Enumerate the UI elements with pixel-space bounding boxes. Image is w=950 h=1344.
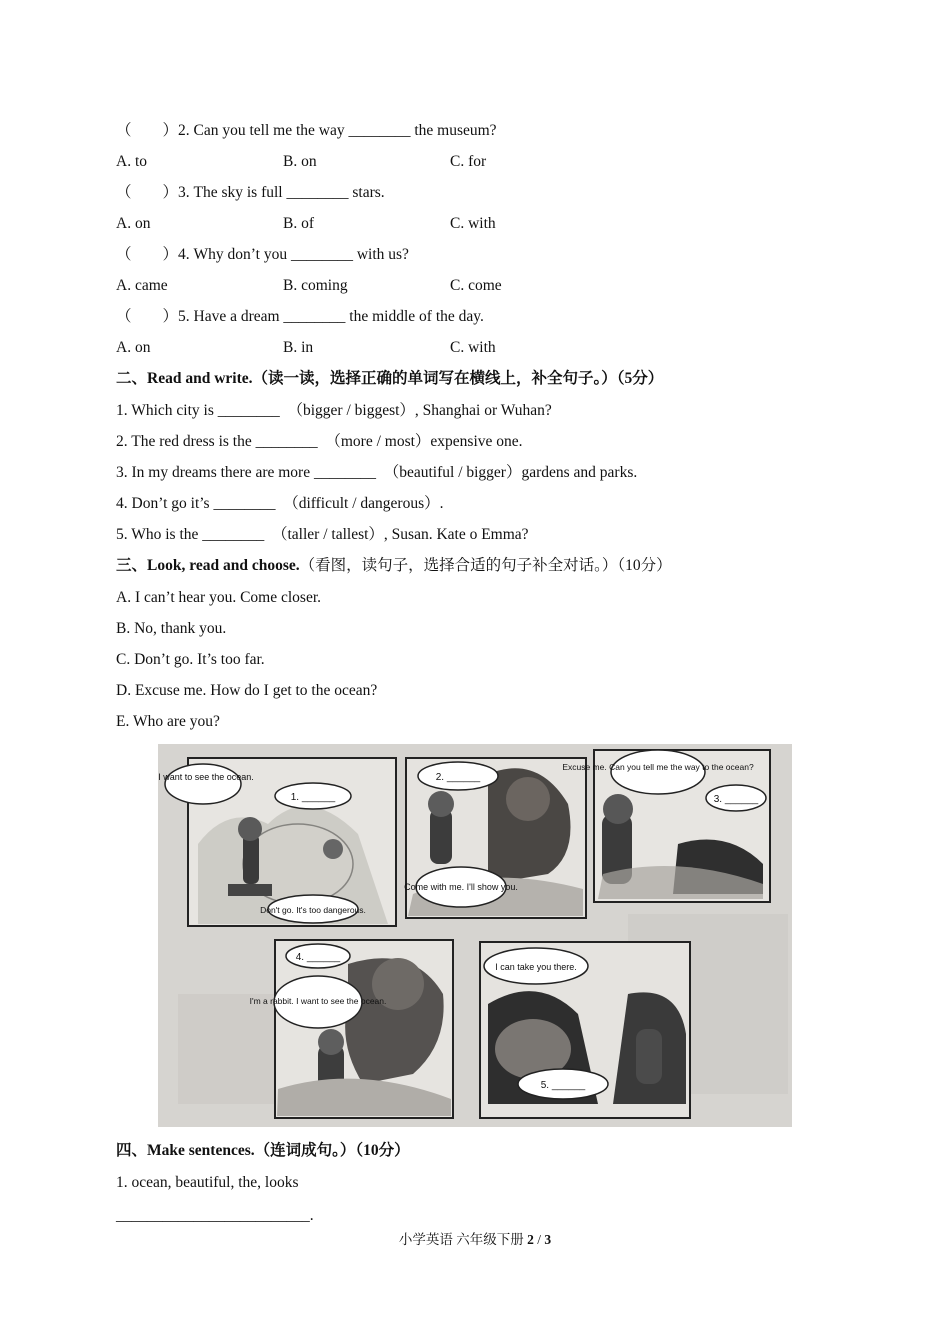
question-4-options — [116, 276, 716, 296]
section-number: 二、 — [116, 370, 148, 387]
section-title: Read and write. — [147, 370, 253, 387]
option-c: C. with — [450, 215, 496, 232]
comic-panel-1 — [158, 758, 396, 926]
panel-3-blank: 3. ______ — [713, 794, 759, 805]
panel-5-blank: 5. ______ — [540, 1080, 586, 1091]
panel-5-bubble: I can take you there. — [495, 962, 577, 972]
panel-4-bubble: I'm a rabbit. I want to see the ocean. — [249, 996, 387, 1006]
section-4-answer-line: _________________________. — [116, 1207, 314, 1224]
section-4-heading — [116, 1141, 410, 1161]
question-2-options — [116, 152, 716, 172]
section-number: 三、 — [116, 557, 148, 574]
comic-panel-4 — [250, 940, 453, 1118]
panel-4-blank: 4. ______ — [295, 952, 341, 963]
panel-2-blank: 2. ______ — [435, 772, 481, 783]
footer-total: 3 — [544, 1232, 552, 1247]
section-title: Look, read and choose. — [147, 557, 300, 574]
section-2-heading — [116, 369, 663, 389]
option-a: A. on — [116, 339, 151, 356]
section-title: Make sentences. — [147, 1142, 255, 1159]
option-a: A. came — [116, 277, 168, 294]
question-3-stem: （ ）3. The sky is full ________ stars. — [116, 184, 385, 201]
option-b: B. coming — [283, 277, 348, 294]
question-4-stem: （ ）4. Why don’t you ________ with us? — [116, 246, 409, 263]
page-footer — [0, 1228, 950, 1248]
footer-text: 小学英语 六年级下册 — [398, 1232, 528, 1247]
question-5-stem: （ ）5. Have a dream ________ the middle of the day. — [116, 308, 484, 325]
section-instruction: （看图，读句子，选择合适的句子补全对话。）（10分） — [299, 557, 672, 574]
option-b: B. of — [283, 215, 314, 232]
section-3-option-a: A. I can’t hear you. Come closer. — [116, 589, 322, 606]
option-c: C. for — [450, 153, 487, 170]
option-c: C. come — [450, 277, 502, 294]
section-3-option-c: C. Don’t go. It’s too far. — [116, 651, 265, 668]
comic-illustration — [158, 744, 792, 1127]
comic-panel-5 — [480, 942, 690, 1118]
option-a: A. on — [116, 215, 151, 232]
panel-1-bubble: I want to see the ocean. — [158, 772, 254, 782]
section-3-option-b: B. No, thank you. — [116, 620, 227, 637]
comic-panel-3 — [562, 750, 770, 902]
question-5-options — [116, 338, 716, 358]
section-3-option-d: D. Excuse me. How do I get to the ocean? — [116, 682, 378, 699]
panel-1-bottom-bubble: Don't go. It's too dangerous. — [260, 905, 366, 915]
panel-2-bubble: Come with me. I'll show you. — [404, 882, 518, 892]
section-2-item-2: 2. The red dress is the ________ （more / most）expensive one. — [116, 433, 523, 450]
panel-1-blank: 1. ______ — [290, 792, 336, 803]
section-3-heading — [116, 556, 672, 576]
section-instruction: （连词成句。）（10分） — [254, 1142, 410, 1159]
section-number: 四、 — [116, 1142, 148, 1159]
option-a: A. to — [116, 153, 147, 170]
panel-3-bubble: Excuse me. Can you tell me the way to the ocean? — [562, 762, 754, 772]
question-3-options — [116, 214, 716, 234]
option-b: B. in — [283, 339, 314, 356]
section-2-item-4: 4. Don’t go it’s ________ （difficult / dangerous）. — [116, 495, 444, 512]
section-2-item-5: 5. Who is the ________ （taller / tallest）, Susan. Kate o Emma? — [116, 526, 529, 543]
question-2-stem: （ ）2. Can you tell me the way ________ the museum? — [116, 122, 497, 139]
footer-page: 2 — [527, 1232, 534, 1247]
section-3-option-e: E. Who are you? — [116, 713, 220, 730]
section-2-item-1: 1. Which city is ________ （bigger / biggest）, Shanghai or Wuhan? — [116, 402, 552, 419]
section-2-item-3: 3. In my dreams there are more ________ （beautiful / bigger）gardens and parks. — [116, 464, 638, 481]
option-c: C. with — [450, 339, 496, 356]
section-4-item-1: 1. ocean, beautiful, the, looks — [116, 1174, 299, 1191]
section-instruction: （读一读，选择正确的单词写在横线上，补全句子。）（5分） — [252, 370, 664, 387]
option-b: B. on — [283, 153, 317, 170]
footer-separator: / — [533, 1232, 545, 1247]
comic-panel-2 — [404, 758, 586, 918]
